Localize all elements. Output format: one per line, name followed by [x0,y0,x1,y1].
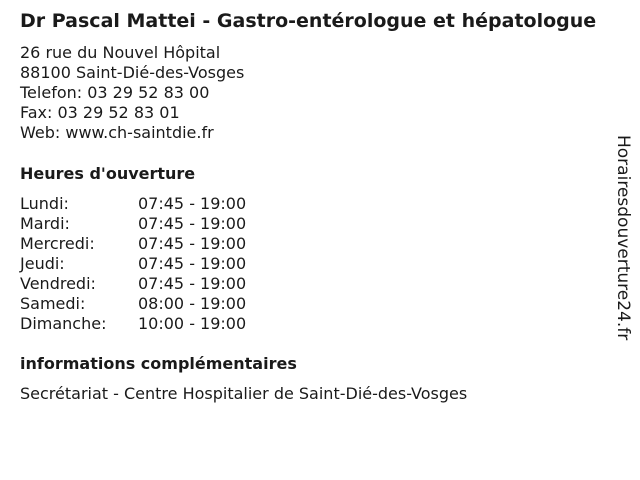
address-block [20,43,244,143]
fax-number: Fax: 03 29 52 83 01 [20,103,180,122]
hours-heading: Heures d'ouverture [20,164,196,183]
hours-table [20,194,246,334]
time-range: 08:00 - 19:00 [138,294,247,313]
time-range: 07:45 - 19:00 [138,214,247,233]
time-range: 10:00 - 19:00 [138,314,247,333]
day-label: Samedi: [20,294,86,313]
side-brand-watermark: Horairesdouverture24.fr [613,135,633,341]
street-address: 26 rue du Nouvel Hôpital [20,43,221,62]
page-title: Dr Pascal Mattei - Gastro-entérologue et hépatologue [20,10,597,32]
info-heading: informations complémentaires [20,354,297,373]
time-range: 07:45 - 19:00 [138,254,247,273]
day-label: Lundi: [20,194,69,213]
hours-row-thursday [20,254,246,274]
day-label: Mardi: [20,214,70,233]
city-postal: 88100 Saint-Dié-des-Vosges [20,63,245,82]
info-text: Secrétariat - Centre Hospitalier de Saint-Dié-des-Vosges [20,384,468,403]
time-range: 07:45 - 19:00 [138,274,247,293]
hours-row-monday [20,194,246,214]
day-label: Jeudi: [20,254,65,273]
phone-number[interactable]: Telefon: 03 29 52 83 00 [20,83,210,102]
day-label: Dimanche: [20,314,107,333]
time-range: 07:45 - 19:00 [138,194,247,213]
day-label: Vendredi: [20,274,96,293]
hours-row-saturday [20,294,246,314]
hours-row-wednesday [20,234,246,254]
time-range: 07:45 - 19:00 [138,234,247,253]
hours-row-sunday [20,314,246,334]
hours-row-tuesday [20,214,246,234]
hours-row-friday [20,274,246,294]
day-label: Mercredi: [20,234,95,253]
website-link[interactable]: Web: www.ch-saintdie.fr [20,123,214,142]
